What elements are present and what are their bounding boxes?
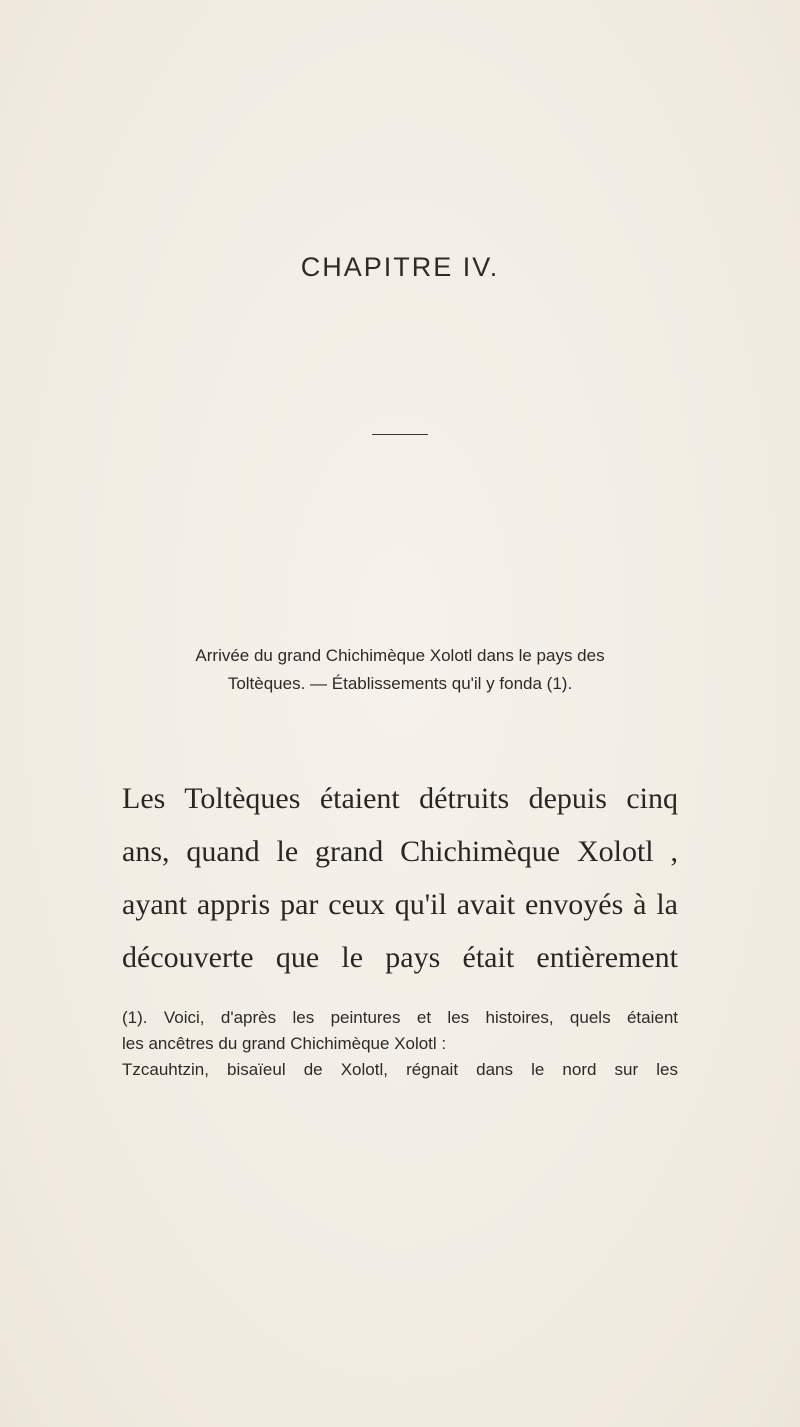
chapter-title: CHAPITRE IV. [300, 252, 500, 282]
section-divider [372, 434, 428, 435]
body-line-3: ayant appris par ceux qu'il avait envoyés à la [122, 888, 678, 921]
footnote-line-1: (1). Voici, d'après les peintures et les histoires, quels étaient [122, 1008, 678, 1027]
footnote-line-2: les ancêtres du grand Chichimèque Xolotl : [122, 1034, 447, 1053]
footnote-line-3: Tzcauhtzin, bisaïeul de Xolotl, régnait dans le nord sur les [122, 1060, 678, 1079]
chapter-summary-line-1: Arrivée du grand Chichimèque Xolotl dans le pays des [195, 646, 605, 665]
chapter-summary-line-2: Toltèques. — Établissements qu'il y fonda (1). [227, 674, 573, 693]
body-line-4: découverte que le pays était entièrement [122, 941, 678, 974]
body-line-2: ans, quand le grand Chichimèque Xolotl , [122, 835, 678, 868]
body-line-1: Les Toltèques étaient détruits depuis cinq [122, 782, 678, 815]
